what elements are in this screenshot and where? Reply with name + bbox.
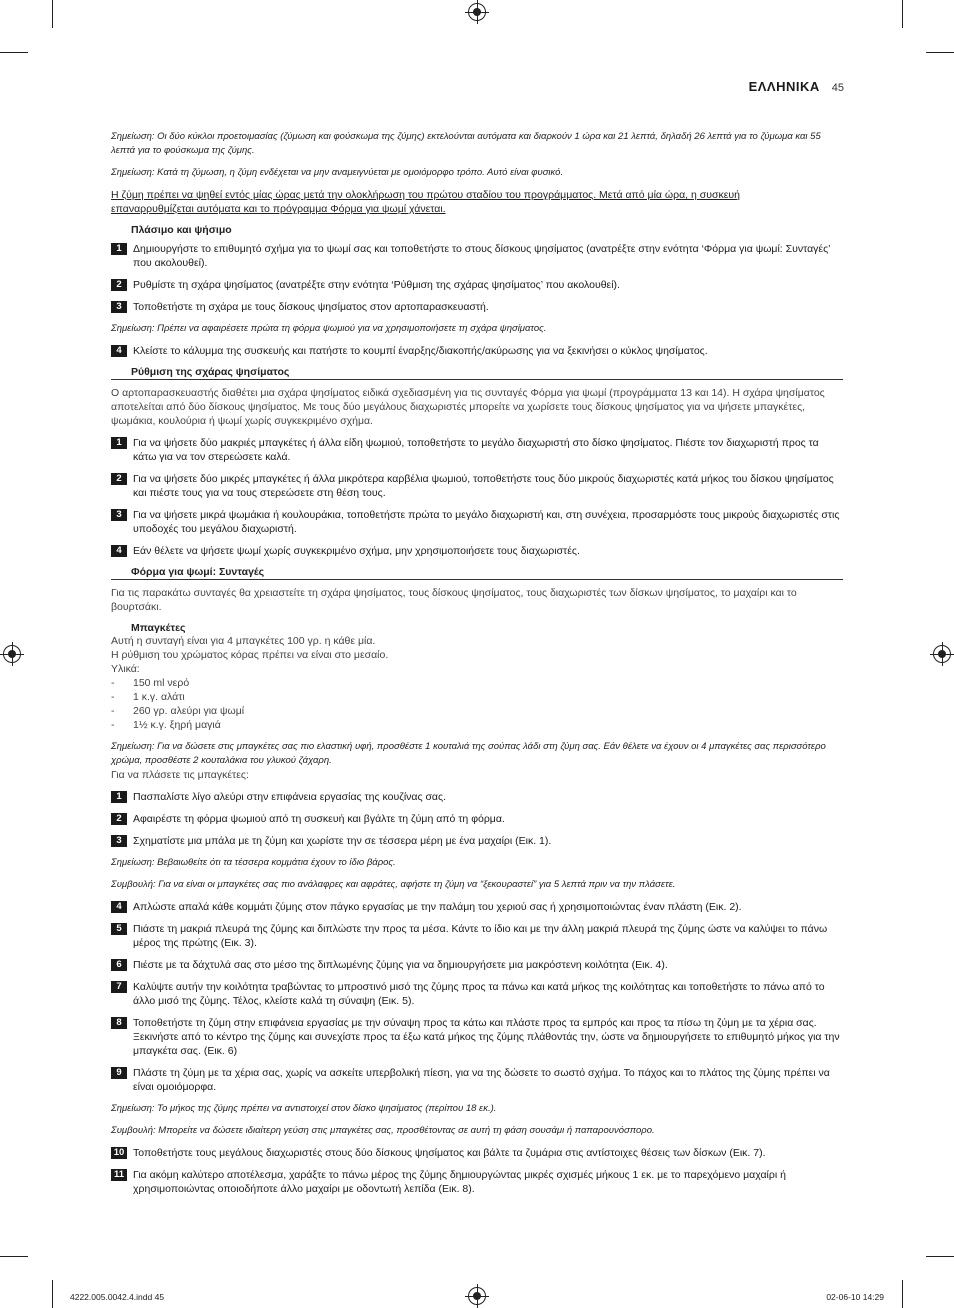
- step-text: Εάν θέλετε να ψήσετε ψωμί χωρίς συγκεκριμένο σχήμα, μην χρησιμοποιήσετε τους διαχωριστές.: [133, 545, 580, 557]
- step-number: 8: [111, 1017, 127, 1029]
- step-text: Τοποθετήστε τη ζύμη στην επιφάνεια εργασίας με την σύναψη προς τα κάτω και πλάστε προς τα εμπρός και προς τα πίσω τη ζύμη με τα χέρια σας. Ξεκινήστε από το κέντρο της ζύμης και συνεχίστε προς τα έξω κατά μήκος της ζύμης πλάθοντάς την, ώστε να δημιουργήσετε το επιθυμητό μήκος για την μπαγκέτα σας. (Εικ. 6): [133, 1017, 840, 1057]
- step-item: [111, 1016, 843, 1058]
- step-number: 3: [111, 835, 127, 847]
- note: Σημείωση: Κατά τη ζύμωση, η ζύμη ενδέχεται να μην αναμειγνύεται με ομοιόμορφο τρόπο. Αυτό είναι φυσικό.: [111, 167, 564, 178]
- step-text: Πιέστε με τα δάχτυλά σας στο μέσο της διπλωμένης ζύμης για να δημιουργήσετε μια μακρόστενη κοιλότητα (Εικ. 4).: [133, 959, 668, 971]
- step-item: [111, 300, 843, 314]
- list-item: [111, 690, 843, 704]
- step-number: 3: [111, 509, 127, 521]
- step-text: Για να ψήσετε μικρά ψωμάκια ή κουλουράκια, τοποθετήστε πρώτα το μεγάλο διαχωριστή και, στη συνέχεια, προσαρμόστε τους μικρούς διαχωριστές στις υποδοχές του μεγάλου διαχωριστή.: [133, 509, 840, 535]
- step-item: [111, 790, 843, 804]
- list-dash: -: [111, 719, 115, 731]
- step-item: [111, 1066, 843, 1094]
- ingredient: 260 γρ. αλεύρι για ψωμί: [133, 705, 245, 717]
- step-item: [111, 922, 843, 950]
- step-text: Σχηματίστε μια μπάλα με τη ζύμη και χωρίστε την σε τέσσερα μέρη με ένα μαχαίρι (Εικ. 1).: [133, 835, 552, 847]
- step-item: [111, 278, 843, 292]
- step-text: Ρυθμίστε τη σχάρα ψησίματος (ανατρέξτε στην ενότητα ‘Ρύθμιση της σχάρας ψησίματος’ που ακολουθεί).: [133, 279, 620, 291]
- crop-mark: [0, 1256, 28, 1257]
- page-number: 45: [831, 82, 844, 94]
- section-intro: Ο αρτοπαρασκευαστής διαθέτει μια σχάρα ψησίματος ειδικά σχεδιασμένη για τις συνταγές Φόρμα για ψωμί (προγράμματα 13 και 14). Η σχάρα ψησίματος αποτελείται από δύο δίσκους ψησίματος. Με τους δύο μεγάλους διαχωριστές μπορείτε να χωρίσετε τους δίσκους ψησίματος για να ψήσετε μπαγκέτες, ψωμάκια, κουλούρια ή ψωμί χωρίς συγκεκριμένο σχήμα.: [111, 387, 825, 427]
- section-title: Φόρμα για ψωμί: Συνταγές: [111, 566, 843, 580]
- step-item: [111, 1168, 843, 1196]
- step-number: 7: [111, 981, 127, 993]
- tip: Συμβουλή: Μπορείτε να δώσετε ιδιαίτερη γεύση στις μπαγκέτες σας, προσθέτοντας σε αυτή τη φάση σουσάμι ή παπαρουνόσπορο.: [111, 1125, 655, 1136]
- step-number: 2: [111, 473, 127, 485]
- step-text: Τοποθετήστε τους μεγάλους διαχωριστές στους δύο δίσκους ψησίματος και βάλτε τα ζυμάρια στις αντίστοιχες θέσεις των δίσκων (Εικ. 7).: [133, 1147, 766, 1159]
- note: Σημείωση: Πρέπει να αφαιρέσετε πρώτα τη φόρμα ψωμιού για να χρησιμοποιήσετε τη σχάρα ψησίματος.: [111, 323, 547, 334]
- list-item: [111, 704, 843, 718]
- list-item: [111, 676, 843, 690]
- list-dash: -: [111, 677, 115, 689]
- note: Σημείωση: Βεβαιωθείτε ότι τα τέσσερα κομμάτια έχουν το ίδιο βάρος.: [111, 857, 396, 868]
- crop-mark: [52, 1280, 53, 1308]
- step-number: 4: [111, 545, 127, 557]
- warning-text: Η ζύμη πρέπει να ψηθεί εντός μίας ώρας μετά την ολοκλήρωση του πρώτου σταδίου του προγράμματος. Μετά από μία ώρα, η συσκευή επαναρρυθμίζεται αυτόματα και το πρόγραμμα Φόρμα για ψωμί χάνεται.: [111, 189, 740, 215]
- registration-mark-icon: [468, 3, 486, 21]
- step-text: Πασπαλίστε λίγο αλεύρι στην επιφάνεια εργασίας της κουζίνας σας.: [133, 791, 446, 803]
- subsection-title: Πλάσιμο και ψήσιμο: [131, 224, 232, 236]
- step-item: [111, 812, 843, 826]
- note: Σημείωση: Για να δώσετε στις μπαγκέτες σας πιο ελαστική υφή, προσθέστε 1 κουταλιά της σούπας λάδι στη ζύμη σας. Εάν θέλετε να έχουν οι 4 μπαγκέτες σας περισσότερο χρώμα, προσθέστε 2 κουταλάκια του γλυκού ζάχαρη.: [111, 741, 826, 766]
- step-number: 1: [111, 791, 127, 803]
- step-number: 1: [111, 437, 127, 449]
- step-number: 5: [111, 923, 127, 935]
- language-label: ΕΛΛΗΝΙΚΑ: [748, 79, 820, 94]
- file-slug: 4222.005.0042.4.indd 45: [70, 1292, 165, 1302]
- page-header: [749, 79, 844, 94]
- ingredient: 150 ml νερό: [133, 677, 190, 689]
- step-item: [111, 508, 843, 536]
- note: Σημείωση: Το μήκος της ζύμης πρέπει να αντιστοιχεί στον δίσκο ψησίματος (περίπου 18 εκ.).: [111, 1103, 497, 1114]
- list-dash: -: [111, 705, 115, 717]
- date-slug: 02-06-10 14:29: [826, 1292, 884, 1302]
- crop-mark: [52, 0, 53, 28]
- step-item: [111, 436, 843, 464]
- step-number: 3: [111, 301, 127, 313]
- step-number: 11: [111, 1169, 127, 1181]
- registration-mark-icon: [933, 645, 951, 663]
- tip: Συμβουλή: Για να είναι οι μπαγκέτες σας πιο ανάλαφρες και αφράτες, αφήστε τη ζύμη να “ξεκουραστεί” για 5 λεπτά πριν να την πλάσετε.: [111, 879, 676, 890]
- ingredient: 1½ κ.γ. ξηρή μαγιά: [133, 719, 221, 731]
- registration-mark-icon: [468, 1287, 486, 1305]
- step-item: [111, 1146, 843, 1160]
- recipe-yield: Αυτή η συνταγή είναι για 4 μπαγκέτες 100 γρ. η κάθε μία.: [111, 635, 376, 647]
- step-text: Για να ψήσετε δύο μακριές μπαγκέτες ή άλλα είδη ψωμιού, τοποθετήστε το μεγάλο διαχωριστή στο δίσκο ψησίματος. Πιέστε τον διαχωριστή προς τα κάτω για να τον στερεώσετε καλά.: [133, 437, 819, 463]
- step-item: [111, 980, 843, 1008]
- note: Σημείωση: Οι δύο κύκλοι προετοιμασίας (ζύμωση και φούσκωμα της ζύμης) εκτελούνται αυτόματα και διαρκούν 1 ώρα και 21 λεπτά, δηλαδή 26 λεπτά για το ζύμωμα και 55 λεπτά για το φούσκωμα της ζύμης.: [111, 131, 821, 156]
- step-text: Για ακόμη καλύτερο αποτέλεσμα, χαράξτε το πάνω μέρος της ζύμης δημιουργώντας μικρές σχισμές μήκους 1 εκ. με το παρεχόμενο μαχαίρι ή χρησιμοποιώντας οποιοδήποτε άλλο μαχαίρι με οδοντωτή λεπίδα (Εικ. 8).: [133, 1169, 786, 1195]
- step-item: [111, 900, 843, 914]
- step-text: Για να ψήσετε δύο μικρές μπαγκέτες ή άλλα μικρότερα καρβέλια ψωμιού, τοποθετήστε τους δύο μικρούς διαχωριστές κατά μήκος του δίσκου ψησίματος και πιέστε τους για να τους στερεώσετε στη θέση τους.: [133, 473, 834, 499]
- step-number: 10: [111, 1147, 127, 1159]
- step-number: 2: [111, 279, 127, 291]
- step-text: Καλύψτε αυτήν την κοιλότητα τραβώντας το μπροστινό μισό της ζύμης προς τα πάνω και κατά μήκος της κοιλότητας και τοποθετήστε το πάνω από το άλλο μισό της ζύμης. Τέλος, κλείστε καλά τη σύναψη (Εικ. 5).: [133, 981, 825, 1007]
- section-intro: Για τις παρακάτω συνταγές θα χρειαστείτε τη σχάρα ψησίματος, τους δίσκους ψησίματος, τους διαχωριστές των δίσκων ψησίματος, το μαχαίρι και το βουρτσάκι.: [111, 587, 797, 613]
- step-item: [111, 544, 843, 558]
- page-content: [111, 130, 843, 1204]
- crop-mark: [0, 52, 28, 53]
- step-text: Πλάστε τη ζύμη με τα χέρια σας, χωρίς να ασκείτε υπερβολική πίεση, για να της δώσετε το σωστό σχήμα. Το πάχος και το πλάτος της ζύμης πρέπει να είναι ομοιόμορφα.: [133, 1067, 830, 1093]
- step-item: [111, 958, 843, 972]
- list-dash: -: [111, 691, 115, 703]
- ingredients-label: Υλικά:: [111, 663, 140, 675]
- step-text: Κλείστε το κάλυμμα της συσκευής και πατήστε το κουμπί έναρξης/διακοπής/ακύρωσης για να ξεκινήσει ο κύκλος ψησίματος.: [133, 345, 708, 357]
- step-number: 4: [111, 901, 127, 913]
- step-number: 9: [111, 1067, 127, 1079]
- step-number: 1: [111, 243, 127, 255]
- step-number: 4: [111, 345, 127, 357]
- recipe-setting: Η ρύθμιση του χρώματος κόρας πρέπει να είναι στο μεσαίο.: [111, 649, 389, 661]
- recipe-title: Μπαγκέτες: [131, 622, 186, 634]
- ingredient: 1 κ.γ. αλάτι: [133, 691, 185, 703]
- step-text: Δημιουργήστε το επιθυμητό σχήμα για το ψωμί σας και τοποθετήστε το στους δίσκους ψησίματος (ανατρέξτε στην ενότητα ‘Φόρμα για ψωμί: Συνταγές’ που ακολουθεί).: [133, 243, 831, 269]
- shape-label: Για να πλάσετε τις μπαγκέτες:: [111, 769, 249, 781]
- list-item: [111, 718, 843, 732]
- crop-mark: [926, 52, 954, 53]
- crop-mark: [902, 1280, 903, 1308]
- step-item: [111, 834, 843, 848]
- step-text: Αφαιρέστε τη φόρμα ψωμιού από τη συσκευή και βγάλτε τη ζύμη από τη φόρμα.: [133, 813, 505, 825]
- step-number: 6: [111, 959, 127, 971]
- crop-mark: [902, 0, 903, 28]
- step-text: Τοποθετήστε τη σχάρα με τους δίσκους ψησίματος στον αρτοπαρασκευαστή.: [133, 301, 489, 313]
- step-text: Απλώστε απαλά κάθε κομμάτι ζύμης στον πάγκο εργασίας με την παλάμη του χεριού σας ή χρησιμοποιώντας έναν πλάστη (Εικ. 2).: [133, 901, 742, 913]
- step-number: 2: [111, 813, 127, 825]
- section-title: Ρύθμιση της σχάρας ψησίματος: [111, 366, 843, 380]
- step-text: Πιάστε τη μακριά πλευρά της ζύμης και διπλώστε την προς τα μέσα. Κάντε το ίδιο και με την άλλη μακριά πλευρά της ζύμης ώστε να καλύψει το πάνω μέρος της πρώτης (Εικ. 3).: [133, 923, 828, 949]
- step-item: [111, 242, 843, 270]
- step-item: [111, 344, 843, 358]
- crop-mark: [926, 1256, 954, 1257]
- step-item: [111, 472, 843, 500]
- ingredients-list: [111, 676, 843, 732]
- registration-mark-icon: [3, 645, 21, 663]
